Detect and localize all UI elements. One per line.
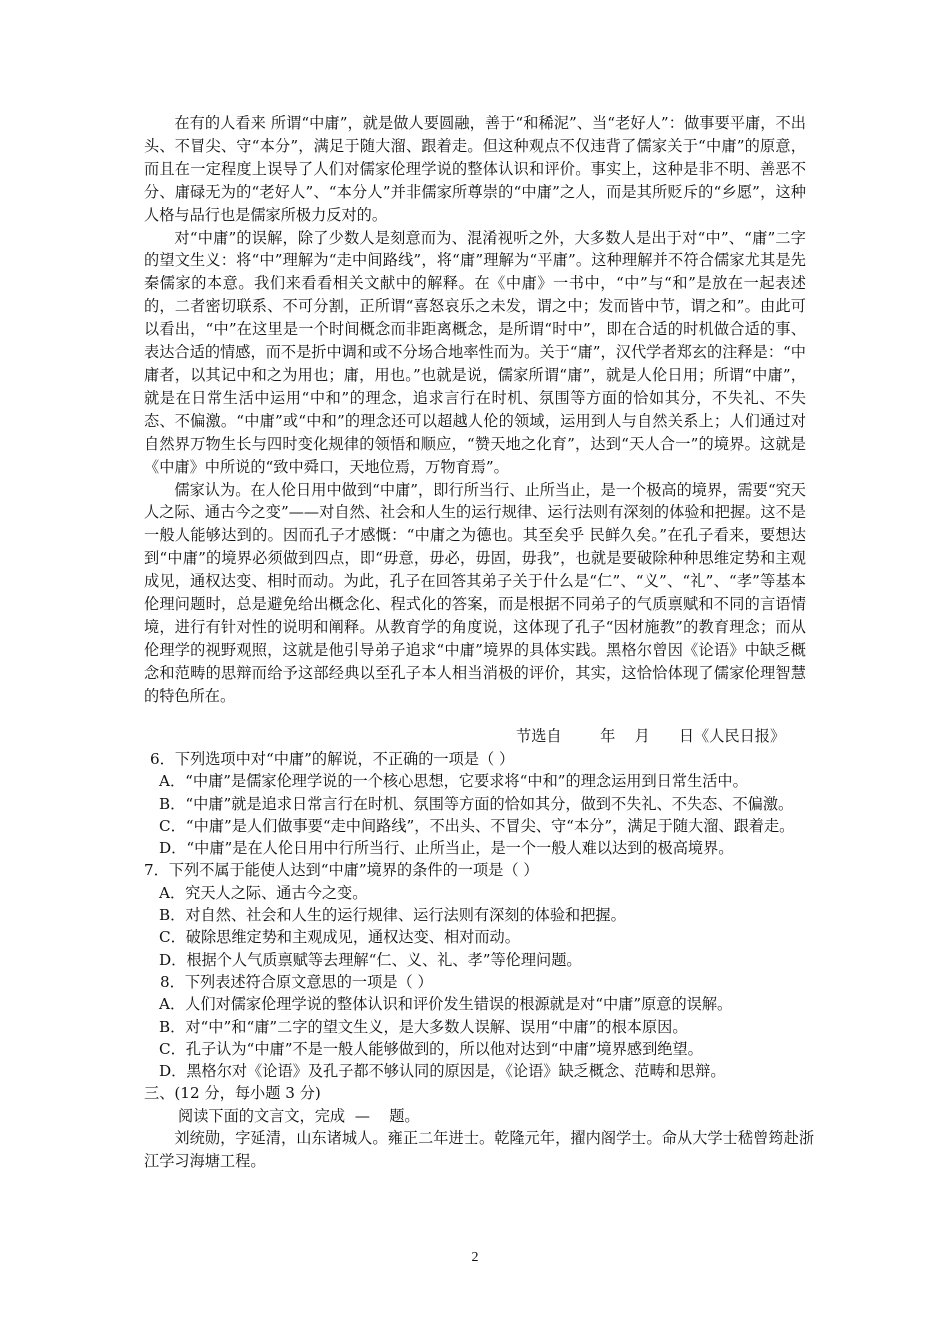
page-number: 2 (471, 1250, 479, 1265)
section-3-instruction: 阅读下面的文言文，完成 — 题。 (178, 1106, 420, 1125)
question-7-option-a: A．究天人之际、通古今之变。 (159, 883, 368, 902)
question-6-option-c: C．“中庸”是人们做事要“走中间路线”，不出头、不冒尖、守“本分”，满足于随大溜、跟着走。 (159, 816, 795, 835)
question-7-option-d: D．根据个人气质禀赋等去理解“仁、义、礼、孝”等伦理问题。 (159, 950, 582, 969)
question-8-option-b: B．对“中”和“庸”二字的望文生义，是大多数人误解、误用“中庸”的根本原因。 (159, 1017, 688, 1036)
question-7-option-b: B．对自然、社会和人生的运行规律、运行法则有深刻的体验和把握。 (159, 906, 626, 925)
passage-paragraph: 在有的人看来 所谓“中庸”，就是做人要圆融，善于“和稀泥”、当“老好人”：做事要平庸，不出头、不冒尖、守“本分”，满足于随大溜、跟着走。但这种观点不仅违背了儒家关于“中庸”的原意，而且在一定程度上误导了人们对儒家伦理学说的整体认识和评价。事实上，这种是非不明、善恶不分、庸碌无为的“老好人”、“本分人”并非儒家所尊崇的“中庸”之人，而是其所贬斥的“乡愿”，这种人格与品行也是儒家所极力反对的。 (144, 114, 806, 224)
classical-text: 刘统勋，字延清，山东诸城人。雍正二年进士。乾隆元年，擢内阁学士。命从大学士嵇曾筠赴浙江学习海塘工程。 (144, 1129, 814, 1171)
question-6-stem: 6．下列选项中对“中庸”的解说，不正确的一项是（ ） (150, 750, 515, 768)
section-3-heading: 三、(12 分，每小题 3 分) (144, 1084, 321, 1103)
reading-passage (144, 112, 806, 708)
question-6-option-a: A．“中庸”是儒家伦理学说的一个核心思想，它要求将“中和”的理念运用到日常生活中。 (159, 772, 748, 791)
question-8-option-d: D．黑格尔对《论语》及孔子都不够认同的原因是，《论语》缺乏概念、范畴和思辩。 (159, 1062, 726, 1081)
passage-source: 节选自 年 月 日《人民日报》 (516, 727, 786, 745)
question-7-stem: 7．下列不属于能使人达到“中庸”境界的条件的一项是（ ） (144, 861, 539, 880)
question-7-option-c: C．破除思维定势和主观成见，通权达变、相对而动。 (159, 928, 520, 947)
questions-block (144, 748, 814, 1173)
passage-paragraph: 儒家认为。在人伦日用中做到“中庸”，即行所当行、止所当止，是一个极高的境界，需要“究天人之际、通古今之变”——对自然、社会和人生的运行规律、运行法则有深刻的体验和把握。这不是一般人能够达到的。因而孔子才感慨：“中庸之为德也。其至矣乎 民鲜久矣。”在孔子看来，要想达到“中庸”的境界必须做到四点，即“毋意，毋必，毋固，毋我”，也就是要破除种种思维定势和主观成见，通权达变、相时而动。为此，孔子在回答其弟子关于什么是“仁”、“义”、“礼”、“孝”等基本伦理问题时，总是避免给出概念化、程式化的答案，而是根据不同弟子的气质禀赋和不同的言语情境，进行有针对性的说明和阐释。从教育学的角度说，这体现了孔子“因材施教”的教育理念；而从伦理学的视野观照，这就是他引导弟子追求“中庸”境界的具体实践。黑格尔曾因《论语》中缺乏概念和范畴的思辩而给予这部经典以至孔子本人相当消极的评价，其实，这恰恰体现了儒家伦理智慧的特色所在。 (144, 480, 806, 705)
passage-paragraph: 对“中庸”的误解，除了少数人是刻意而为、混淆视听之外，大多数人是出于对“中”、“庸”二字的望文生义：将“中”理解为“走中间路线”，将“庸”理解为“平庸”。这种理解并不符合儒家尤其是先秦儒家的本意。我们来看看相关文献中的解释。在《中庸》一书中，“中”与“和”是放在一起表述的，二者密切联系、不可分割，正所谓“喜怒哀乐之未发，谓之中；发而皆中节，谓之和”。由此可以看出，“中”在这里是一个时间概念而非距离概念，是所谓“时中”，即在合适的时机做合适的事、表达合适的情感，而不是折中调和或不分场合地率性而为。关于“庸”，汉代学者郑玄的注释是：“中庸者，以其记中和之为用也；庸，用也。”也就是说，儒家所谓“庸”，就是人伦日用；所谓“中庸”，就是在日常生活中运用“中和”的理念，追求言行在时机、氛围等方面的恰如其分，不失礼、不失态、不偏激。“中庸”或“中和”的理念还可以超越人伦的领域，运用到人与自然关系上；人们通过对自然界万物生长与四时变化规律的领悟和顺应，“赞天地之化育”，达到“天人合一”的境界。这就是《中庸》中所说的“致中舜口，天地位焉，万物育焉”。 (144, 228, 806, 476)
question-8-option-c: C．孔子认为“中庸”不是一般人能够做到的，所以他对达到“中庸”境界感到绝望。 (159, 1039, 703, 1058)
question-8-stem: 8．下列表述符合原文意思的一项是（ ） (160, 972, 433, 991)
question-8-option-a: A．人们对儒家伦理学说的整体认识和评价发生错误的根源就是对“中庸”原意的误解。 (159, 995, 733, 1014)
question-6-option-b: B．“中庸”就是追求日常言行在时机、氛围等方面的恰如其分，做到不失礼、不失态、不偏激。 (159, 794, 794, 813)
question-6-option-d: D．“中庸”是在人伦日用中行所当行、止所当止，是一个一般人难以达到的极高境界。 (159, 839, 734, 858)
